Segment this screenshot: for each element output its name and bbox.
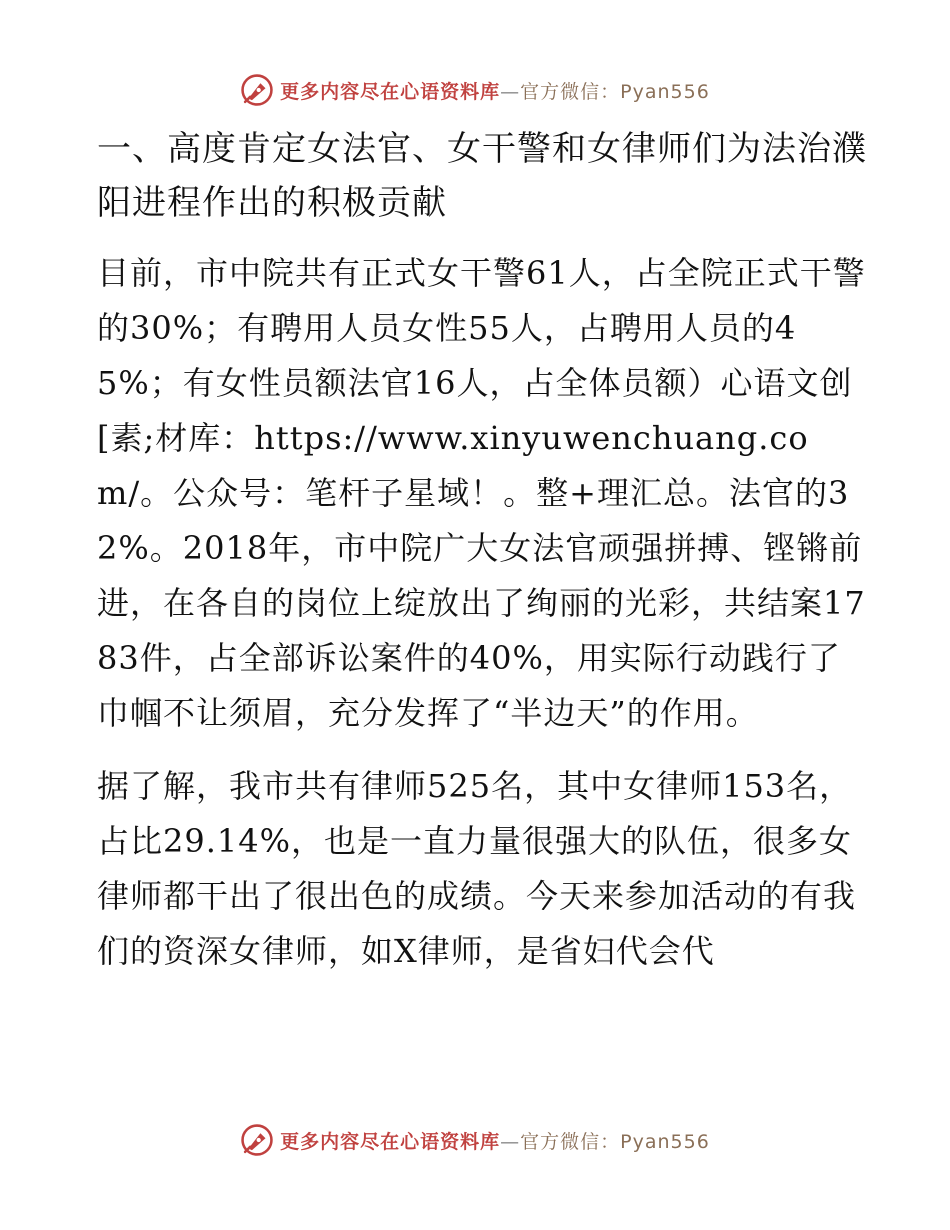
document-body bbox=[97, 122, 867, 997]
watermark-separator: — bbox=[500, 80, 521, 103]
watermark-official-account: 官方微信：Pyan556 bbox=[520, 1130, 710, 1153]
watermark-official-account: 官方微信：Pyan556 bbox=[520, 80, 710, 103]
paragraph-2: 据了解，我市共有律师525名，其中女律师153名，占比29.14%，也是一直力量很强大的队伍，很多女律师都干出了很出色的成绩。今天来参加活动的有我们的资深女律师，如X律师，是省妇代会代 bbox=[97, 767, 857, 970]
watermark-separator: — bbox=[500, 1130, 521, 1153]
section-heading: 一、高度肯定女法官、女干警和女律师们为法治濮阳进程作出的积极贡献 bbox=[97, 129, 867, 223]
footer-watermark bbox=[0, 1122, 950, 1158]
pen-nib-logo-icon bbox=[240, 1123, 274, 1157]
paragraph-1: 目前，市中院共有正式女干警61人，占全院正式干警的30%；有聘用人员女性55人，占聘用人员的45%；有女性员额法官16人，占全体员额）心语文创[素;材库：https://www.xinyuwenchuang.com/。公众号：笔杆子星域！。整+理汇总。法官的32%。2018年，市中院广大女法官顽强拼搏、铿锵前进，在各自的岗位上绽放出了绚丽的光彩，共结案1783件，占全部诉讼案件的40%，用实际行动践行了巾帼不让须眉，充分发挥了“半边天”的作用。 bbox=[97, 254, 866, 732]
watermark-text bbox=[280, 1127, 710, 1154]
watermark-main-text: 更多内容尽在心语资料库 bbox=[280, 1130, 501, 1153]
watermark-text bbox=[280, 77, 710, 104]
pen-nib-logo-icon bbox=[240, 73, 274, 107]
header-watermark bbox=[0, 72, 950, 108]
watermark-main-text: 更多内容尽在心语资料库 bbox=[280, 80, 501, 103]
